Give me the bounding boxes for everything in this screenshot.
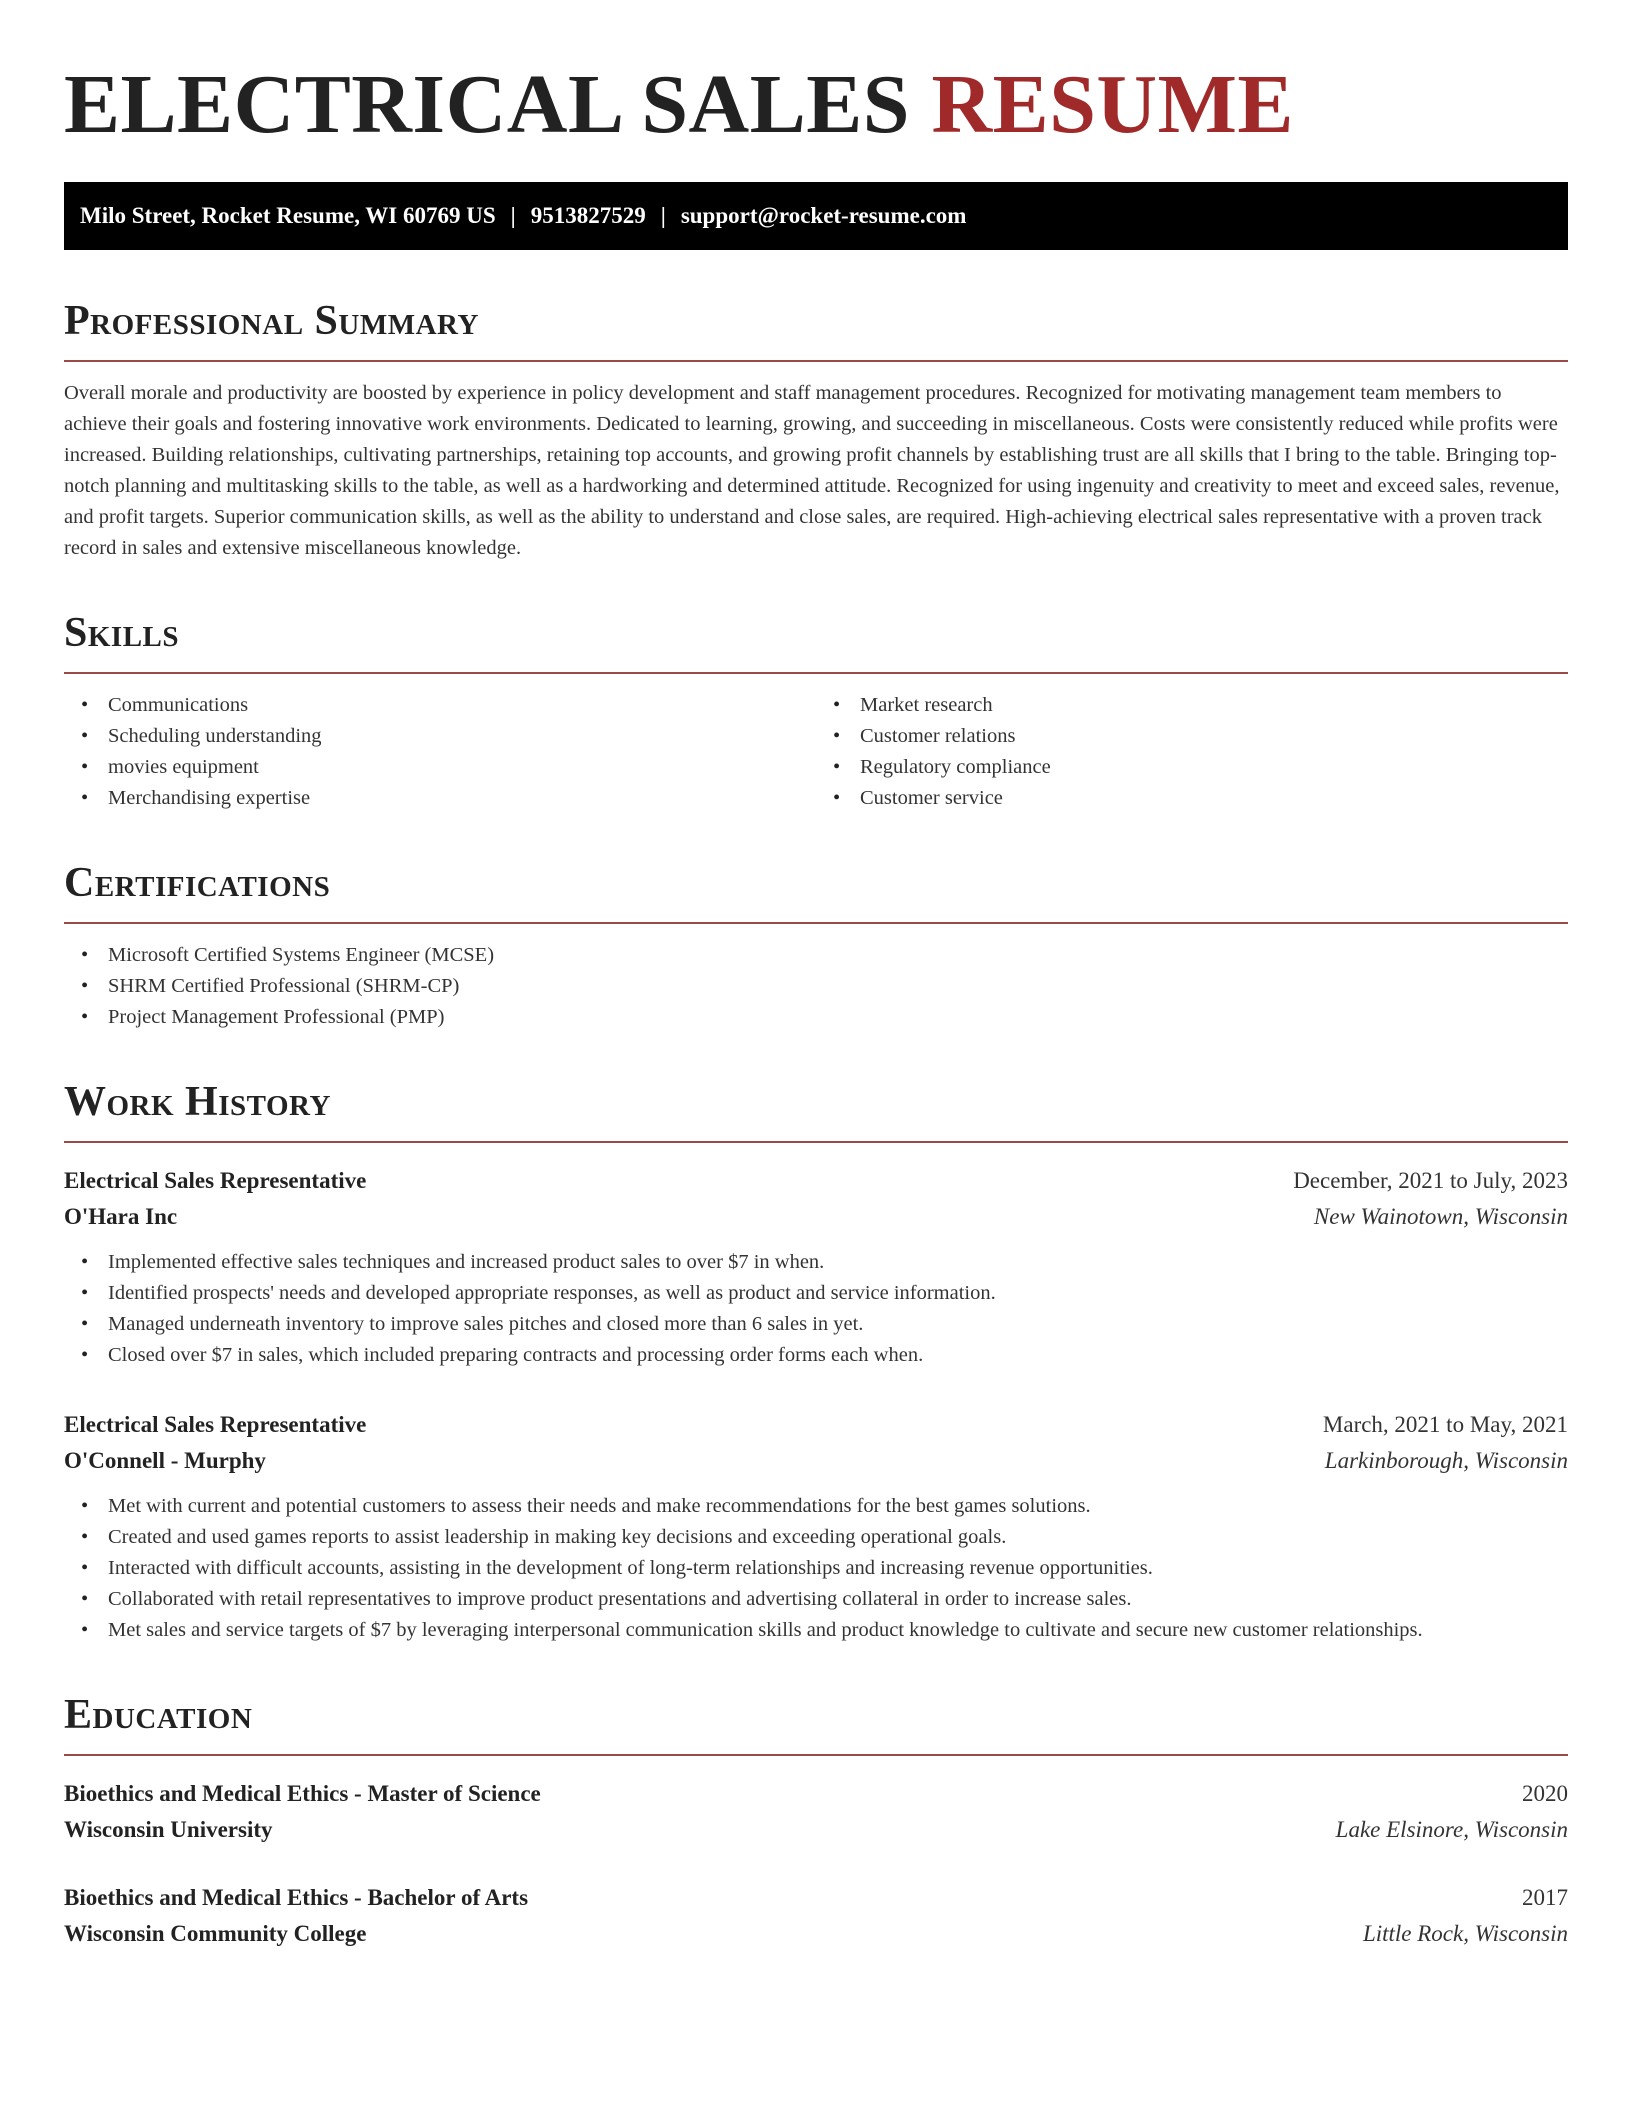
skills-list-right xyxy=(816,690,1568,814)
education-school-row xyxy=(64,1916,1568,1952)
education-degree: Bioethics and Medical Ethics - Bachelor of Arts xyxy=(64,1885,529,1910)
job-bullet: • Met with current and potential customers to assess their needs and make recommendations for the best games solutions. xyxy=(108,1491,1568,1522)
skill-item: • Customer relations xyxy=(860,721,1568,752)
contact-email[interactable]: support@rocket-resume.com xyxy=(680,203,967,228)
skill-item: • Merchandising expertise xyxy=(108,783,816,814)
education-degree-row xyxy=(64,1880,1568,1916)
certification-item: • SHRM Certified Professional (SHRM-CP) xyxy=(108,971,1568,1002)
job-header-row xyxy=(64,1163,1568,1199)
education-degree-row xyxy=(64,1776,1568,1812)
job-bullet: • Identified prospects' needs and developed appropriate responses, as well as product and service information. xyxy=(108,1278,1568,1309)
job-entry xyxy=(64,1163,1568,1371)
section-divider xyxy=(64,1141,1568,1143)
section-heading: Work History xyxy=(64,1079,331,1125)
skill-item: • Regulatory compliance xyxy=(860,752,1568,783)
skill-item: • Communications xyxy=(108,690,816,721)
work-history-section xyxy=(64,1077,1568,1646)
contact-bar xyxy=(64,182,1568,250)
section-divider xyxy=(64,1754,1568,1756)
education-school-row xyxy=(64,1812,1568,1848)
job-location: Larkinborough, Wisconsin xyxy=(1324,1448,1568,1473)
certifications-section xyxy=(64,858,1568,1033)
job-location: New Wainotown, Wisconsin xyxy=(1313,1204,1568,1229)
contact-separator: | xyxy=(510,203,516,228)
title-main: ELECTRICAL SALES xyxy=(64,58,910,151)
skill-item: • Customer service xyxy=(860,783,1568,814)
job-bullet: • Created and used games reports to assist leadership in making key decisions and exceeding operational goals. xyxy=(108,1522,1568,1553)
job-title: Electrical Sales Representative xyxy=(64,1168,367,1193)
job-company-row xyxy=(64,1443,1568,1479)
job-dates: March, 2021 to May, 2021 xyxy=(1322,1412,1568,1437)
education-location: Little Rock, Wisconsin xyxy=(1362,1921,1568,1946)
education-degree: Bioethics and Medical Ethics - Master of Science xyxy=(64,1781,541,1806)
job-bullets xyxy=(64,1247,1568,1371)
contact-phone[interactable]: 9513827529 xyxy=(530,203,646,228)
education-school: Wisconsin Community College xyxy=(64,1921,367,1946)
job-bullet: • Met sales and service targets of $7 by leveraging interpersonal communication skills and product knowledge to cultivate and secure new customer relationships. xyxy=(108,1615,1568,1646)
skills-section xyxy=(64,608,1568,814)
job-title: Electrical Sales Representative xyxy=(64,1412,367,1437)
summary-text: Overall morale and productivity are boosted by experience in policy development and staff management procedures. Recognized for motivating management team members to achieve their goals and fostering innovative work environments. Dedicated to learning, growing, and succeeding in miscellaneous. Costs were consistently reduced while profits were increased. Building relationships, cultivating partnerships, retaining top accounts, and growing profit channels by establishing trust are all skills that I bring to the table. Bringing top-notch planning and multitasking skills to the table, as well as a hardworking and determined attitude. Recognized for using ingenuity and creativity to meet and exceed sales, revenue, and profit targets. Superior communication skills, as well as the ability to understand and close sales, are required. High-achieving electrical sales representative with a proven track record in sales and extensive miscellaneous knowledge. xyxy=(64,382,1560,559)
job-company: O'Connell - Murphy xyxy=(64,1448,266,1473)
section-divider xyxy=(64,922,1568,924)
contact-separator: | xyxy=(660,203,666,228)
education-school: Wisconsin University xyxy=(64,1817,273,1842)
certifications-list xyxy=(64,940,1568,1033)
education-location: Lake Elsinore, Wisconsin xyxy=(1335,1817,1568,1842)
title-accent: RESUME xyxy=(931,58,1294,151)
job-header-row xyxy=(64,1407,1568,1443)
skills-grid xyxy=(64,674,1568,814)
section-heading: Skills xyxy=(64,610,180,656)
job-bullet: • Managed underneath inventory to improve sales pitches and closed more than 6 sales in yet. xyxy=(108,1309,1568,1340)
job-entry xyxy=(64,1407,1568,1646)
job-bullets xyxy=(64,1491,1568,1646)
certification-item: • Project Management Professional (PMP) xyxy=(108,1002,1568,1033)
job-bullet: • Closed over $7 in sales, which included preparing contracts and processing order forms each when. xyxy=(108,1340,1568,1371)
certification-item: • Microsoft Certified Systems Engineer (MCSE) xyxy=(108,940,1568,971)
education-entry xyxy=(64,1880,1568,1952)
education-section xyxy=(64,1690,1568,1952)
job-dates: December, 2021 to July, 2023 xyxy=(1293,1168,1568,1193)
section-heading: Professional Summary xyxy=(64,298,479,344)
education-year: 2017 xyxy=(1522,1885,1568,1910)
job-bullet: • Implemented effective sales techniques and increased product sales to over $7 in when. xyxy=(108,1247,1568,1278)
job-bullet: • Interacted with difficult accounts, assisting in the development of long-term relationships and increasing revenue opportunities. xyxy=(108,1553,1568,1584)
section-divider xyxy=(64,360,1568,362)
skill-item: • Scheduling understanding xyxy=(108,721,816,752)
section-heading: Education xyxy=(64,1692,253,1738)
resume-page xyxy=(64,0,1568,1952)
skill-item: • Market research xyxy=(860,690,1568,721)
job-company: O'Hara Inc xyxy=(64,1204,178,1229)
job-bullet: • Collaborated with retail representatives to improve product presentations and advertising collateral in order to increase sales. xyxy=(108,1584,1568,1615)
education-entry xyxy=(64,1776,1568,1848)
resume-title xyxy=(64,50,1568,160)
education-year: 2020 xyxy=(1522,1781,1568,1806)
summary-section xyxy=(64,296,1568,564)
job-company-row xyxy=(64,1199,1568,1235)
skill-item: • movies equipment xyxy=(108,752,816,783)
skills-list-left xyxy=(64,690,816,814)
section-heading: Certifications xyxy=(64,860,331,906)
contact-address: Milo Street, Rocket Resume, WI 60769 US xyxy=(80,203,496,228)
